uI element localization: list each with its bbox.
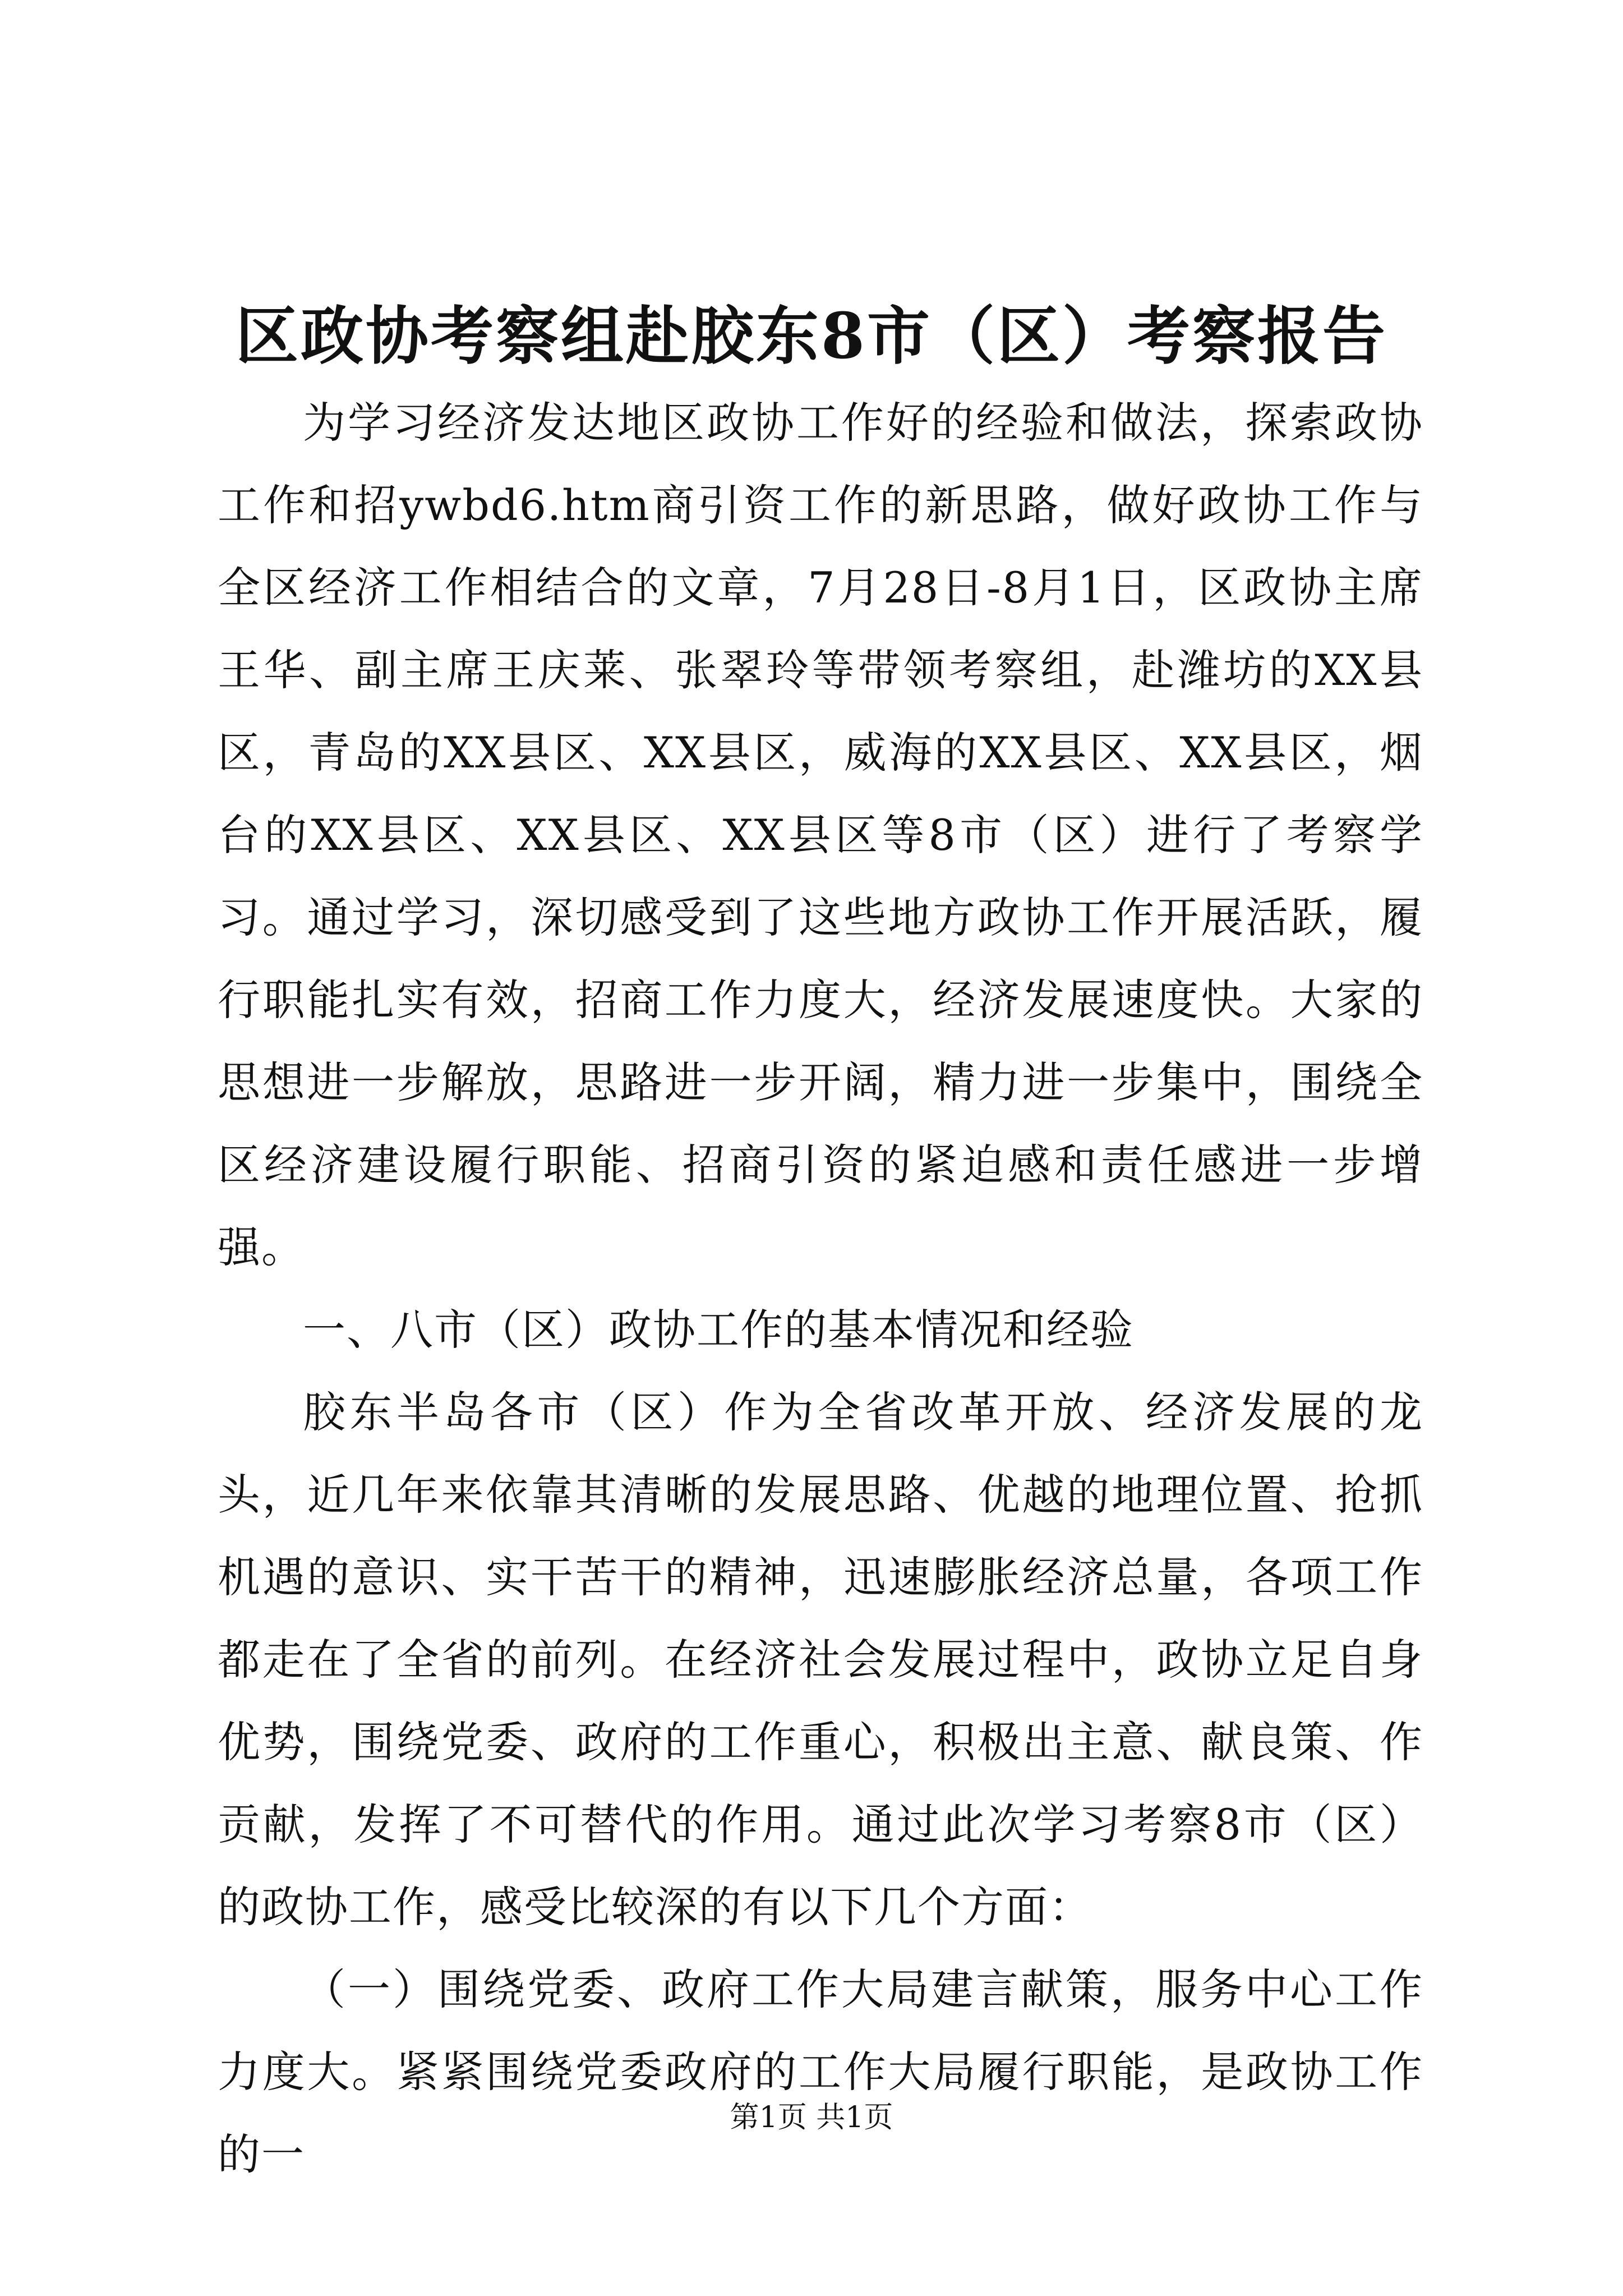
page-footer: 第1页 共1页 (730, 2101, 893, 2134)
document-body (218, 381, 1423, 2196)
document-title: 区政协考察组赴胶东8市（区）考察报告 (236, 300, 1387, 374)
subsection-heading-1: （一）围绕党委、政府工作大局建言献策，服务中心工作力度大。紧紧围绕党委政府的工作大局履行职能，是政协工作的一 (218, 1964, 1423, 2179)
paragraph-intro: 为学习经济发达地区政协工作好的经验和做法，探索政协工作和招ywbd6.htm商引资工作的新思路，做好政协工作与全区经济工作相结合的文章，7月28日-8月1日，区政协主席王华、副主席王庆莱、张翠玲等带领考察组，赴潍坊的XX县区，青岛的XX县区、XX县区，威海的XX县区、XX县区，烟台的XX县区、XX县区、XX县区等8市（区）进行了考察学习。通过学习，深切感受到了这些地方政协工作开展活跃，履行职能扎实有效，招商工作力度大，经济发展速度快。大家的思想进一步解放，思路进一步开阔，精力进一步集中，围绕全区经济建设履行职能、招商引资的紧迫感和责任感进一步增强。 (218, 398, 1423, 1272)
paragraph-overview: 胶东半岛各市（区）作为全省改革开放、经济发展的龙头，近几年来依靠其清晰的发展思路、优越的地理位置、抢抓机遇的意识、实干苦干的精神，迅速膨胀经济总量，各项工作都走在了全省的前列。在经济社会发展过程中，政协立足自身优势，围绕党委、政府的工作重心，积极出主意、献良策、作贡献，发挥了不可替代的作用。通过此次学习考察8市（区）的政协工作，感受比较深的有以下几个方面： (218, 1387, 1423, 1932)
section-heading-1: 一、八市（区）政协工作的基本情况和经验 (303, 1305, 1134, 1355)
